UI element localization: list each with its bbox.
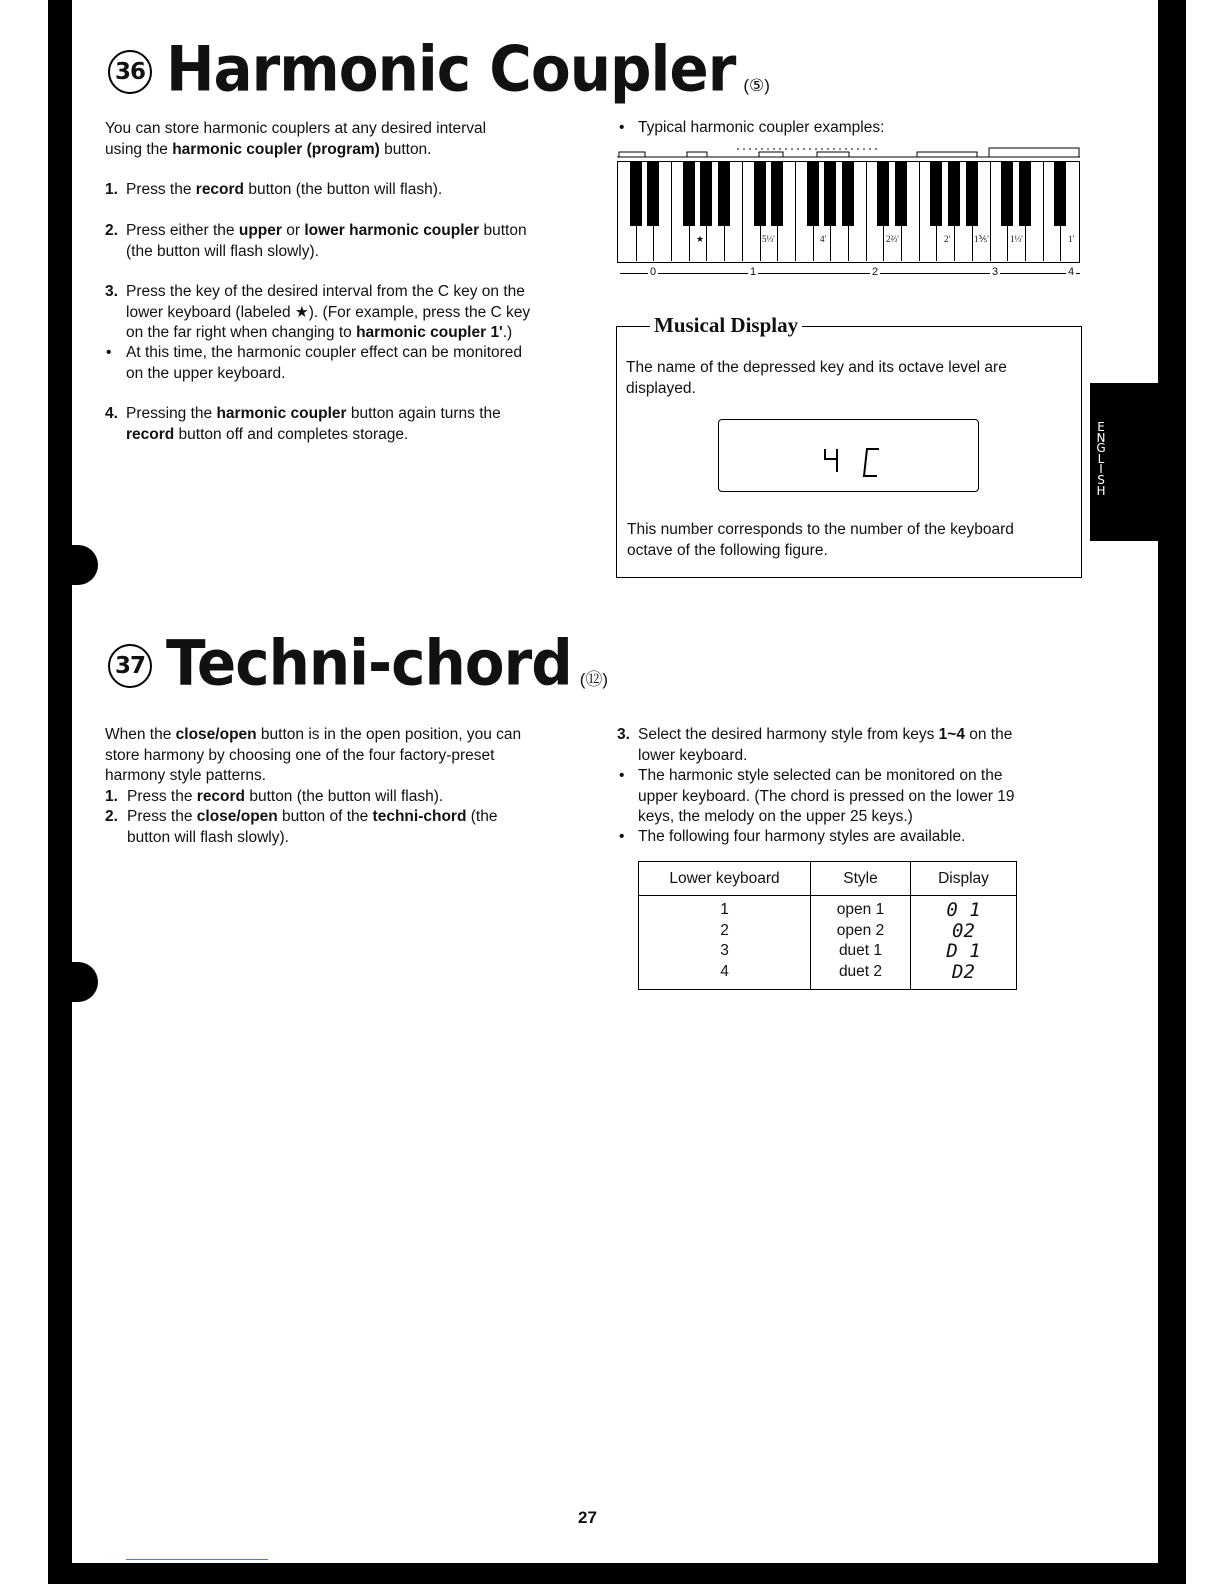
table-cell: open 2 [836,921,885,939]
black-key [895,162,907,226]
control-ref: (⑫) [579,670,609,689]
language-tab-label: E N G L I S H [1096,420,1106,498]
table-cell: duet 1 [838,942,883,959]
keyboard-diagram [617,161,1080,263]
section-title: Techni-chord [166,625,572,700]
section-36-intro: You can store harmonic couplers at any desired interval using the harmonic coupler (program) button. [105,120,487,158]
interval-key-label: 1⅓' [1010,234,1023,244]
table-cell: 1 [720,901,729,918]
binding-hole-mark [62,962,98,1002]
black-key [824,162,836,226]
section-37-heading [108,625,609,700]
page-edge-right [1158,0,1186,1584]
octave-label: 2 [872,266,879,278]
table-cell: 3 [720,942,729,959]
section-number-badge: 37 [108,644,152,688]
keyboard-control-strip [617,146,1080,160]
table-cell: 4 [720,962,729,980]
table-cell: D2 [952,960,975,983]
binding-hole-mark [62,545,98,585]
octave-label: 0 [650,266,657,278]
table-cell: 2 [720,921,729,939]
black-key [754,162,766,226]
display-column [911,896,1017,990]
octave-label: 4 [1068,266,1075,278]
musical-display-text: The name of the depressed key and its octave level are displayed. [626,359,1007,397]
octave-label: 1 [750,266,757,278]
black-key [771,162,783,226]
table-header-row [639,862,1017,896]
black-key [1001,162,1013,226]
table-cell: D 1 [946,940,981,962]
interval-key-label: ★ [696,234,705,244]
black-key [700,162,712,226]
octave-label: 3 [992,266,999,278]
black-key [683,162,695,226]
table-header-cell: Display [911,862,1017,896]
interval-key-label: 1⅗' [974,234,989,244]
octave-note: This number corresponds to the number of the keyboard octave of the following figure. [627,521,1014,559]
footer-rule [126,1559,268,1560]
table-header-cell: Style [811,862,911,896]
black-key [930,162,942,226]
section-36-heading [108,31,770,106]
black-key [1054,162,1066,226]
black-key [966,162,978,226]
section-title: Harmonic Coupler [166,31,736,106]
black-key [948,162,960,226]
page-edge-left [48,0,72,1584]
control-ref: (⑤) [743,76,770,95]
table-cell: 0 1 [946,899,981,921]
black-key [630,162,642,226]
lcd-display [718,419,979,492]
black-key [1019,162,1031,226]
section-number-badge: 36 [108,50,152,94]
table-cell: open 1 [836,901,885,918]
black-key [807,162,819,226]
interval-key-label: 2' [944,234,951,244]
table-cell: duet 2 [838,962,883,980]
style-column [811,896,911,990]
black-key [718,162,730,226]
harmony-style-table [638,861,1017,990]
black-key [842,162,854,226]
page-edge-bottom [48,1563,1186,1584]
interval-key-label: 4' [820,234,827,244]
interval-key-label: 1' [1068,234,1075,244]
section-37-intro: When the close/open button is in the open position, you can store harmony by choosing one of the four factory-preset harmony style patterns. [105,726,522,784]
musical-display-title: Musical Display [650,313,802,338]
table-header-cell: Lower keyboard [639,862,811,896]
black-key [877,162,889,226]
lcd-digits [719,420,977,490]
interval-key-label: 2⅔' [886,234,899,244]
lcd-value-text: 4 C [723,432,725,433]
page-number: 27 [578,1508,597,1527]
lower-keyboard-column [639,896,811,990]
black-key [647,162,659,226]
table-body-row [639,896,1017,990]
table-cell: 02 [952,919,975,942]
interval-key-label: 5⅓' [762,234,775,244]
